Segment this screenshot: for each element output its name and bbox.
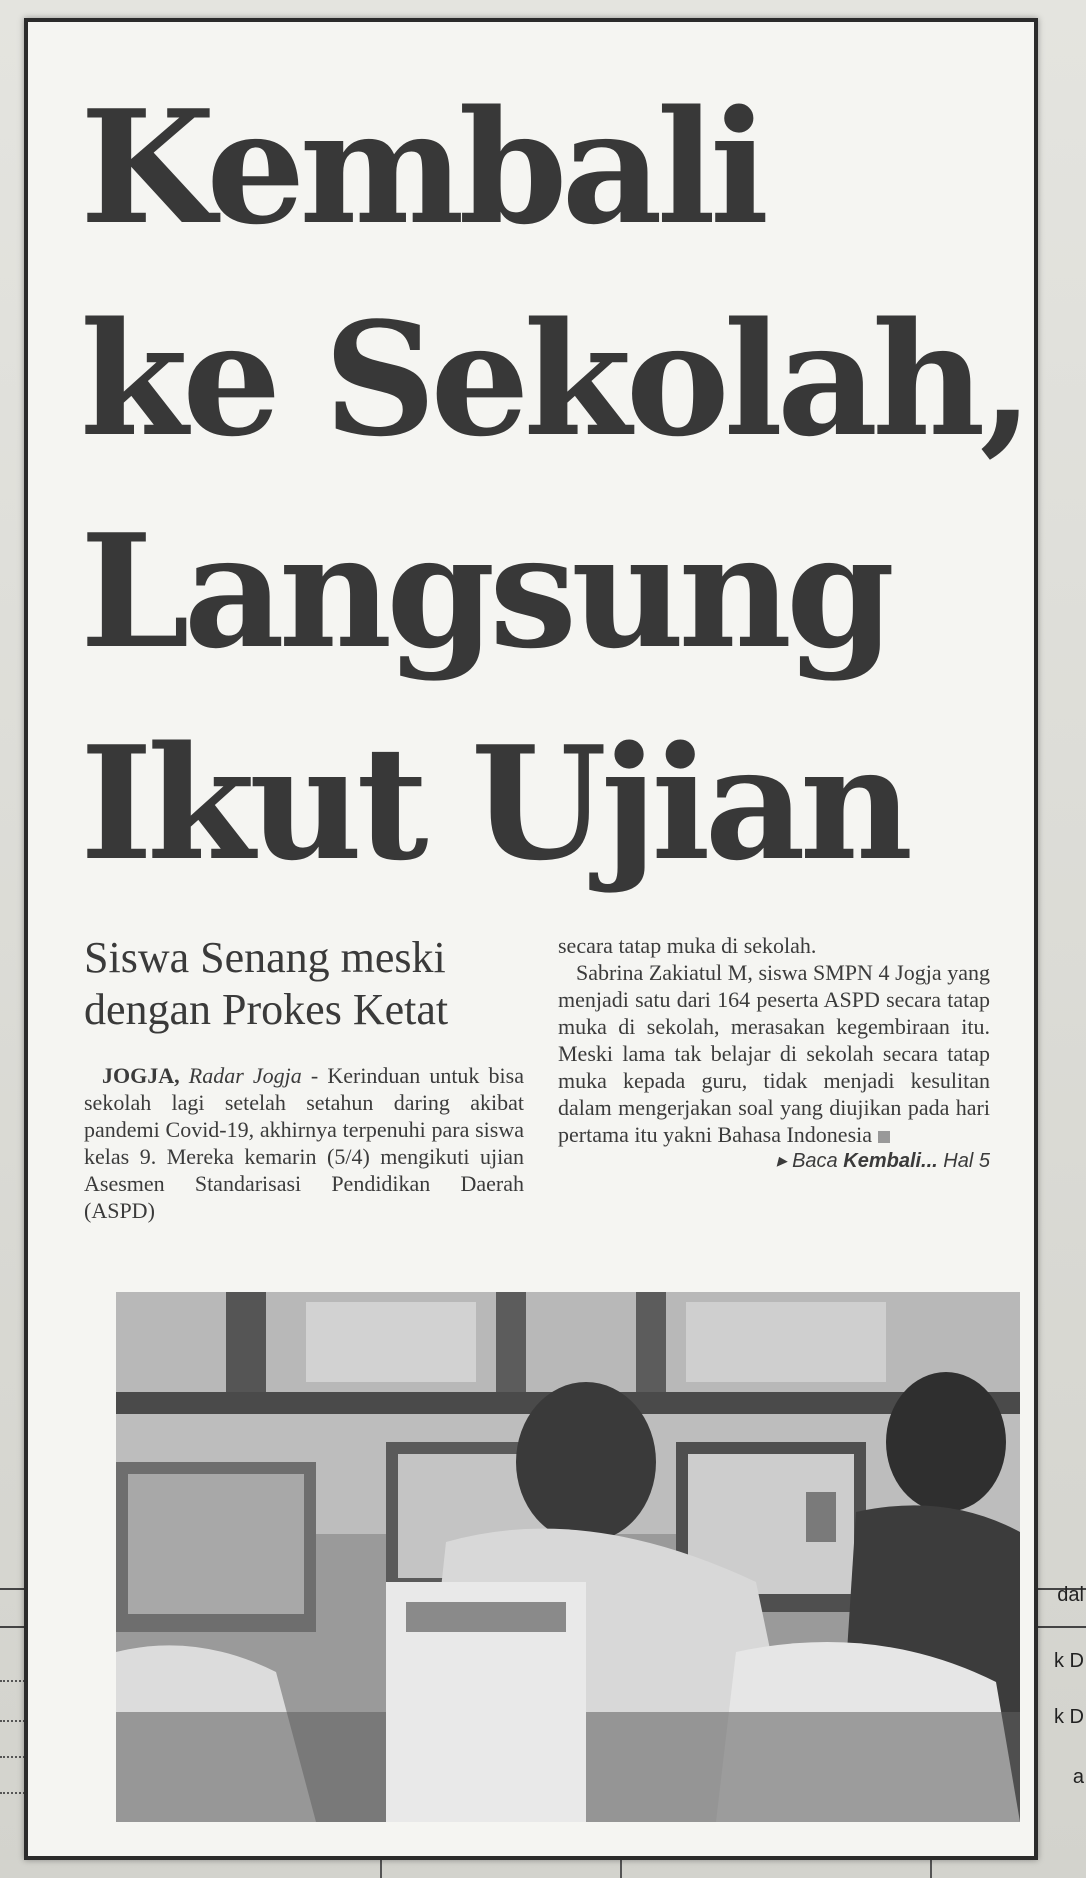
- paragraph-2: Sabrina Zakiatul M, siswa SMPN 4 Jogja yang menjadi satu dari 164 peserta ASPD secara tatap muka di sekolah, merasakan kegembiraan itu. Meski lama tak belajar di sekolah secara tatap muka kepada guru, tidak menjadi kesulitan dalam mengerjakan soal yang diujikan pada hari pertama itu yakni Bahasa Indonesia: [558, 960, 990, 1147]
- photo-classroom-exam: [116, 1292, 1020, 1822]
- headline-line-2: ke Sekolah,: [80, 288, 1028, 471]
- form-fragment-3: k D: [1054, 1706, 1084, 1728]
- dateline: JOGJA,: [102, 1063, 180, 1088]
- jump-page: Hal 5: [943, 1150, 990, 1172]
- continued-text: secara tatap muka di sekolah.: [558, 933, 817, 958]
- article-photo: [116, 1292, 1020, 1822]
- jump-keyword: Kembali...: [843, 1150, 938, 1172]
- article-column-left: [84, 1062, 524, 1224]
- headline-line-4: Ikut Ujian: [80, 712, 908, 895]
- form-fragment-4: a: [1072, 1766, 1084, 1788]
- subheadline: Siswa Senang meski dengan Prokes Ketat: [84, 933, 449, 1034]
- jump-prefix: Baca: [792, 1150, 838, 1172]
- article-column-right: [558, 932, 990, 1175]
- headline-line-3: Langsung: [80, 500, 890, 683]
- lead-paragraph: - Kerinduan untuk bisa sekolah lagi setelah setahun daring akibat pandemi Covid-19, akhirnya terpenuhi para siswa kelas 9. Mereka kemarin (5/4) mengikuti ujian Asesmen Standarisasi Pendidikan Daerah (ASPD): [84, 1063, 524, 1223]
- headline-line-1: Kembali: [80, 76, 764, 259]
- form-fragment-1: dal: [1057, 1584, 1084, 1606]
- form-fragment-2: k D: [1054, 1650, 1084, 1672]
- newspaper-clipping: [24, 18, 1038, 1860]
- source: Radar Jogja: [188, 1063, 302, 1088]
- jump-arrow-icon: ▸: [776, 1150, 793, 1172]
- jump-reference[interactable]: [758, 1148, 990, 1175]
- end-mark-icon: [878, 1131, 890, 1143]
- headline: [80, 62, 1028, 910]
